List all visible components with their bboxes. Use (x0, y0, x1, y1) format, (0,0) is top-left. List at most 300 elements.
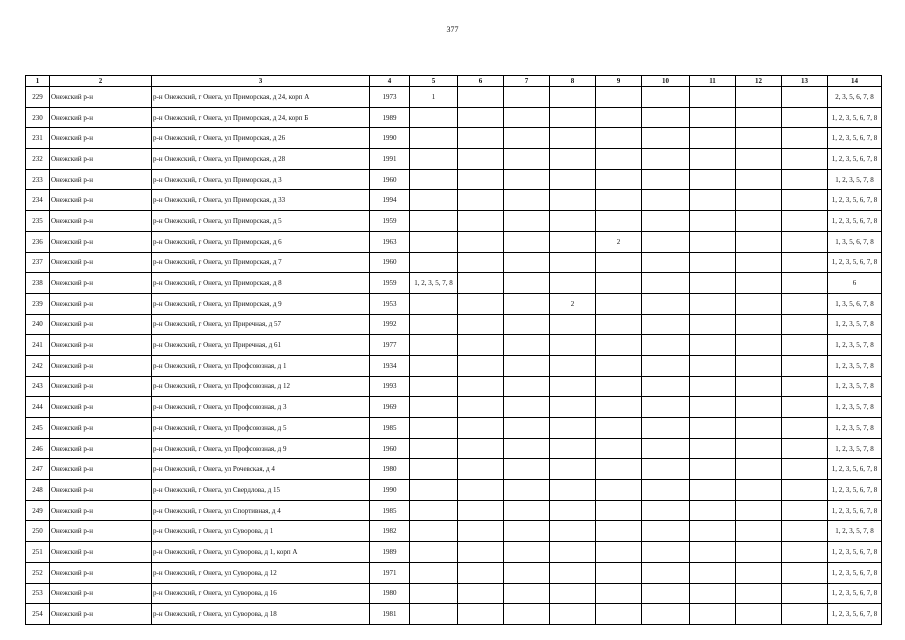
table-row (26, 231, 882, 252)
cell-col-8 (550, 397, 596, 418)
cell-col-9 (596, 562, 642, 583)
cell-col-14: 1, 2, 3, 5, 6, 7, 8 (828, 128, 882, 149)
cell-col-8 (550, 149, 596, 170)
table-row (26, 128, 882, 149)
cell-col-8 (550, 376, 596, 397)
cell-col-7 (504, 87, 550, 108)
cell-col-14: 1, 2, 3, 5, 6, 7, 8 (828, 211, 882, 232)
cell-col-12 (736, 459, 782, 480)
cell-col-14: 1, 2, 3, 5, 7, 8 (828, 376, 882, 397)
cell-year: 1990 (370, 480, 410, 501)
cell-col-11 (690, 418, 736, 439)
cell-col-14: 1, 2, 3, 5, 6, 7, 8 (828, 107, 882, 128)
cell-col-7 (504, 500, 550, 521)
cell-address: р-н Онежский, г Онега, ул Профсоюзная, д 3 (152, 397, 370, 418)
cell-col-12 (736, 376, 782, 397)
cell-col-8 (550, 87, 596, 108)
cell-col-7 (504, 211, 550, 232)
cell-col-12 (736, 87, 782, 108)
cell-year: 1980 (370, 459, 410, 480)
cell-col-5 (410, 542, 458, 563)
cell-row-number: 249 (26, 500, 50, 521)
cell-col-5 (410, 397, 458, 418)
cell-col-7 (504, 397, 550, 418)
cell-col-5 (410, 211, 458, 232)
cell-col-9 (596, 149, 642, 170)
cell-col-14: 1, 2, 3, 5, 7, 8 (828, 314, 882, 335)
data-table (25, 75, 882, 625)
cell-col-12 (736, 293, 782, 314)
cell-col-13 (782, 562, 828, 583)
cell-address: р-н Онежский, г Онега, ул Суворова, д 16 (152, 583, 370, 604)
table-header (26, 76, 882, 87)
cell-col-7 (504, 252, 550, 273)
cell-col-9 (596, 273, 642, 294)
cell-col-11 (690, 149, 736, 170)
cell-district: Онежский р-н (50, 521, 152, 542)
table-row (26, 583, 882, 604)
cell-col-10 (642, 169, 690, 190)
table-row (26, 562, 882, 583)
cell-col-6 (458, 128, 504, 149)
cell-col-7 (504, 521, 550, 542)
cell-district: Онежский р-н (50, 438, 152, 459)
cell-district: Онежский р-н (50, 583, 152, 604)
cell-address: р-н Онежский, г Онега, ул Профсоюзная, д 5 (152, 418, 370, 439)
cell-col-6 (458, 542, 504, 563)
cell-row-number: 248 (26, 480, 50, 501)
cell-col-7 (504, 293, 550, 314)
cell-year: 1989 (370, 107, 410, 128)
cell-year: 1985 (370, 418, 410, 439)
cell-col-9 (596, 459, 642, 480)
cell-col-6 (458, 480, 504, 501)
cell-year: 1973 (370, 87, 410, 108)
cell-col-8 (550, 459, 596, 480)
table-row (26, 438, 882, 459)
table-row (26, 87, 882, 108)
cell-col-13 (782, 293, 828, 314)
cell-col-8 (550, 355, 596, 376)
cell-address: р-н Онежский, г Онега, ул Приморская, д 28 (152, 149, 370, 170)
cell-col-5 (410, 583, 458, 604)
cell-col-6 (458, 418, 504, 439)
cell-col-10 (642, 149, 690, 170)
cell-col-11 (690, 355, 736, 376)
table-row (26, 149, 882, 170)
cell-district: Онежский р-н (50, 542, 152, 563)
column-header-1: 1 (26, 76, 50, 87)
cell-col-9 (596, 438, 642, 459)
cell-col-14: 2, 3, 5, 6, 7, 8 (828, 87, 882, 108)
cell-col-12 (736, 273, 782, 294)
cell-col-13 (782, 542, 828, 563)
cell-col-6 (458, 252, 504, 273)
cell-col-10 (642, 542, 690, 563)
cell-col-12 (736, 542, 782, 563)
cell-col-14: 1, 2, 3, 5, 6, 7, 8 (828, 583, 882, 604)
cell-col-13 (782, 87, 828, 108)
cell-col-6 (458, 169, 504, 190)
cell-year: 1960 (370, 438, 410, 459)
cell-year: 1989 (370, 542, 410, 563)
cell-year: 1982 (370, 521, 410, 542)
cell-row-number: 244 (26, 397, 50, 418)
cell-col-12 (736, 252, 782, 273)
cell-col-8 (550, 480, 596, 501)
cell-col-7 (504, 480, 550, 501)
cell-col-6 (458, 293, 504, 314)
cell-col-5 (410, 480, 458, 501)
cell-address: р-н Онежский, г Онега, ул Суворова, д 1, корп А (152, 542, 370, 563)
cell-col-7 (504, 418, 550, 439)
cell-col-12 (736, 128, 782, 149)
cell-col-10 (642, 273, 690, 294)
column-header-6: 6 (458, 76, 504, 87)
cell-col-9 (596, 169, 642, 190)
cell-col-6 (458, 87, 504, 108)
cell-col-6 (458, 583, 504, 604)
cell-col-13 (782, 314, 828, 335)
cell-col-5 (410, 604, 458, 625)
cell-col-13 (782, 480, 828, 501)
cell-address: р-н Онежский, г Онега, ул Спортивная, д 4 (152, 500, 370, 521)
cell-col-7 (504, 190, 550, 211)
cell-col-7 (504, 459, 550, 480)
table-row (26, 252, 882, 273)
cell-address: р-н Онежский, г Онега, ул Приморская, д 7 (152, 252, 370, 273)
cell-col-8 (550, 128, 596, 149)
cell-col-14: 1, 2, 3, 5, 6, 7, 8 (828, 562, 882, 583)
cell-row-number: 245 (26, 418, 50, 439)
table-row (26, 376, 882, 397)
cell-year: 1953 (370, 293, 410, 314)
cell-col-12 (736, 562, 782, 583)
cell-col-7 (504, 273, 550, 294)
cell-col-12 (736, 480, 782, 501)
cell-col-10 (642, 480, 690, 501)
cell-col-8 (550, 438, 596, 459)
cell-col-10 (642, 459, 690, 480)
cell-col-8 (550, 583, 596, 604)
table-row (26, 418, 882, 439)
cell-col-10 (642, 190, 690, 211)
cell-address: р-н Онежский, г Онега, ул Приморская, д 26 (152, 128, 370, 149)
cell-row-number: 241 (26, 335, 50, 356)
cell-col-7 (504, 335, 550, 356)
cell-col-6 (458, 521, 504, 542)
cell-col-7 (504, 376, 550, 397)
cell-row-number: 231 (26, 128, 50, 149)
cell-col-6 (458, 438, 504, 459)
cell-col-9 (596, 542, 642, 563)
cell-col-14: 1, 2, 3, 5, 6, 7, 8 (828, 190, 882, 211)
cell-col-10 (642, 128, 690, 149)
cell-col-5 (410, 376, 458, 397)
cell-col-14: 1, 2, 3, 5, 6, 7, 8 (828, 252, 882, 273)
cell-row-number: 230 (26, 107, 50, 128)
cell-col-11 (690, 376, 736, 397)
cell-col-13 (782, 376, 828, 397)
cell-col-14: 1, 2, 3, 5, 7, 8 (828, 521, 882, 542)
column-header-3: 3 (152, 76, 370, 87)
cell-col-9 (596, 604, 642, 625)
cell-col-6 (458, 107, 504, 128)
column-header-9: 9 (596, 76, 642, 87)
cell-row-number: 243 (26, 376, 50, 397)
cell-col-12 (736, 149, 782, 170)
cell-address: р-н Онежский, г Онега, ул Приречная, д 61 (152, 335, 370, 356)
cell-col-11 (690, 128, 736, 149)
table-row (26, 521, 882, 542)
cell-col-5 (410, 314, 458, 335)
cell-col-9 (596, 521, 642, 542)
cell-col-5 (410, 521, 458, 542)
cell-row-number: 250 (26, 521, 50, 542)
cell-col-13 (782, 149, 828, 170)
cell-col-14: 1, 2, 3, 5, 7, 8 (828, 169, 882, 190)
column-header-4: 4 (370, 76, 410, 87)
cell-col-10 (642, 107, 690, 128)
cell-col-7 (504, 542, 550, 563)
cell-row-number: 234 (26, 190, 50, 211)
cell-district: Онежский р-н (50, 293, 152, 314)
cell-col-10 (642, 293, 690, 314)
cell-col-13 (782, 521, 828, 542)
cell-col-6 (458, 604, 504, 625)
cell-col-12 (736, 107, 782, 128)
cell-year: 1959 (370, 273, 410, 294)
cell-col-11 (690, 169, 736, 190)
cell-col-5 (410, 459, 458, 480)
cell-col-12 (736, 604, 782, 625)
cell-col-9 (596, 87, 642, 108)
cell-col-12 (736, 583, 782, 604)
cell-district: Онежский р-н (50, 355, 152, 376)
cell-year: 1990 (370, 128, 410, 149)
cell-district: Онежский р-н (50, 211, 152, 232)
header-row (26, 76, 882, 87)
cell-col-8 (550, 107, 596, 128)
cell-col-7 (504, 583, 550, 604)
cell-col-6 (458, 562, 504, 583)
column-header-13: 13 (782, 76, 828, 87)
cell-col-14: 1, 2, 3, 5, 7, 8 (828, 438, 882, 459)
cell-col-7 (504, 314, 550, 335)
cell-col-5: 1, 2, 3, 5, 7, 8 (410, 273, 458, 294)
table-row (26, 500, 882, 521)
cell-col-8 (550, 169, 596, 190)
cell-col-7 (504, 107, 550, 128)
cell-col-6 (458, 376, 504, 397)
cell-col-8 (550, 562, 596, 583)
cell-row-number: 247 (26, 459, 50, 480)
cell-district: Онежский р-н (50, 87, 152, 108)
cell-col-9 (596, 583, 642, 604)
cell-col-11 (690, 231, 736, 252)
cell-col-14: 1, 3, 5, 6, 7, 8 (828, 293, 882, 314)
cell-col-8 (550, 521, 596, 542)
cell-col-9 (596, 500, 642, 521)
table-row (26, 273, 882, 294)
cell-year: 1934 (370, 355, 410, 376)
cell-col-8 (550, 314, 596, 335)
cell-col-5 (410, 149, 458, 170)
cell-row-number: 235 (26, 211, 50, 232)
cell-col-6 (458, 335, 504, 356)
cell-row-number: 253 (26, 583, 50, 604)
cell-col-11 (690, 459, 736, 480)
cell-col-11 (690, 252, 736, 273)
cell-col-12 (736, 211, 782, 232)
table-row (26, 211, 882, 232)
cell-col-5 (410, 438, 458, 459)
cell-col-7 (504, 169, 550, 190)
cell-year: 1969 (370, 397, 410, 418)
cell-district: Онежский р-н (50, 273, 152, 294)
cell-district: Онежский р-н (50, 107, 152, 128)
cell-col-8: 2 (550, 293, 596, 314)
cell-address: р-н Онежский, г Онега, ул Профсоюзная, д 12 (152, 376, 370, 397)
cell-col-11 (690, 438, 736, 459)
cell-col-6 (458, 231, 504, 252)
cell-row-number: 254 (26, 604, 50, 625)
cell-year: 1960 (370, 252, 410, 273)
cell-address: р-н Онежский, г Онега, ул Приморская, д 3 (152, 169, 370, 190)
cell-district: Онежский р-н (50, 397, 152, 418)
cell-col-10 (642, 562, 690, 583)
cell-district: Онежский р-н (50, 252, 152, 273)
cell-year: 1959 (370, 211, 410, 232)
table-row (26, 335, 882, 356)
cell-col-9 (596, 376, 642, 397)
cell-col-14: 1, 2, 3, 5, 7, 8 (828, 355, 882, 376)
cell-row-number: 252 (26, 562, 50, 583)
cell-row-number: 232 (26, 149, 50, 170)
cell-col-11 (690, 562, 736, 583)
cell-row-number: 238 (26, 273, 50, 294)
cell-col-8 (550, 211, 596, 232)
cell-year: 1971 (370, 562, 410, 583)
cell-col-6 (458, 190, 504, 211)
cell-col-10 (642, 397, 690, 418)
cell-district: Онежский р-н (50, 500, 152, 521)
cell-col-12 (736, 397, 782, 418)
cell-year: 1985 (370, 500, 410, 521)
cell-col-9 (596, 190, 642, 211)
cell-col-5 (410, 418, 458, 439)
cell-col-10 (642, 252, 690, 273)
cell-address: р-н Онежский, г Онега, ул Приморская, д 5 (152, 211, 370, 232)
cell-col-10 (642, 500, 690, 521)
cell-year: 1992 (370, 314, 410, 335)
cell-col-12 (736, 438, 782, 459)
cell-col-10 (642, 335, 690, 356)
cell-col-5 (410, 500, 458, 521)
cell-col-9 (596, 335, 642, 356)
cell-district: Онежский р-н (50, 314, 152, 335)
cell-col-11 (690, 604, 736, 625)
cell-col-11 (690, 190, 736, 211)
cell-col-7 (504, 231, 550, 252)
cell-col-9 (596, 107, 642, 128)
table-row (26, 190, 882, 211)
cell-col-5 (410, 252, 458, 273)
cell-col-10 (642, 87, 690, 108)
cell-col-13 (782, 190, 828, 211)
cell-col-14: 1, 2, 3, 5, 6, 7, 8 (828, 500, 882, 521)
cell-row-number: 229 (26, 87, 50, 108)
cell-district: Онежский р-н (50, 376, 152, 397)
table-row (26, 459, 882, 480)
cell-address: р-н Онежский, г Онега, ул Приморская, д 9 (152, 293, 370, 314)
cell-year: 1980 (370, 583, 410, 604)
cell-year: 1981 (370, 604, 410, 625)
cell-col-12 (736, 500, 782, 521)
cell-address: р-н Онежский, г Онега, ул Профсоюзная, д 9 (152, 438, 370, 459)
cell-col-11 (690, 293, 736, 314)
cell-address: р-н Онежский, г Онега, ул Приморская, д 8 (152, 273, 370, 294)
cell-district: Онежский р-н (50, 418, 152, 439)
cell-col-10 (642, 211, 690, 232)
table-row (26, 397, 882, 418)
cell-year: 1977 (370, 335, 410, 356)
cell-col-5 (410, 169, 458, 190)
cell-district: Онежский р-н (50, 231, 152, 252)
cell-col-14: 1, 2, 3, 5, 6, 7, 8 (828, 459, 882, 480)
cell-address: р-н Онежский, г Онега, ул Приморская, д 33 (152, 190, 370, 211)
cell-year: 1991 (370, 149, 410, 170)
column-header-14: 14 (828, 76, 882, 87)
cell-col-7 (504, 604, 550, 625)
cell-col-11 (690, 480, 736, 501)
cell-address: р-н Онежский, г Онега, ул Суворова, д 18 (152, 604, 370, 625)
cell-row-number: 246 (26, 438, 50, 459)
cell-col-13 (782, 355, 828, 376)
cell-col-9 (596, 252, 642, 273)
column-header-12: 12 (736, 76, 782, 87)
cell-col-14: 1, 2, 3, 5, 7, 8 (828, 418, 882, 439)
cell-col-8 (550, 604, 596, 625)
cell-col-11 (690, 500, 736, 521)
cell-col-10 (642, 376, 690, 397)
cell-col-9: 2 (596, 231, 642, 252)
table-row (26, 604, 882, 625)
cell-col-8 (550, 335, 596, 356)
cell-col-5 (410, 562, 458, 583)
cell-col-9 (596, 480, 642, 501)
cell-district: Онежский р-н (50, 169, 152, 190)
cell-col-10 (642, 438, 690, 459)
cell-address: р-н Онежский, г Онега, ул Приречная, д 57 (152, 314, 370, 335)
cell-col-14: 1, 2, 3, 5, 6, 7, 8 (828, 604, 882, 625)
cell-year: 1963 (370, 231, 410, 252)
cell-col-11 (690, 397, 736, 418)
cell-col-8 (550, 231, 596, 252)
cell-col-8 (550, 190, 596, 211)
cell-col-6 (458, 149, 504, 170)
cell-col-13 (782, 438, 828, 459)
column-header-8: 8 (550, 76, 596, 87)
column-header-11: 11 (690, 76, 736, 87)
cell-year: 1960 (370, 169, 410, 190)
column-header-5: 5 (410, 76, 458, 87)
cell-col-10 (642, 231, 690, 252)
cell-col-8 (550, 252, 596, 273)
cell-col-13 (782, 604, 828, 625)
cell-district: Онежский р-н (50, 335, 152, 356)
cell-col-5: 1 (410, 87, 458, 108)
